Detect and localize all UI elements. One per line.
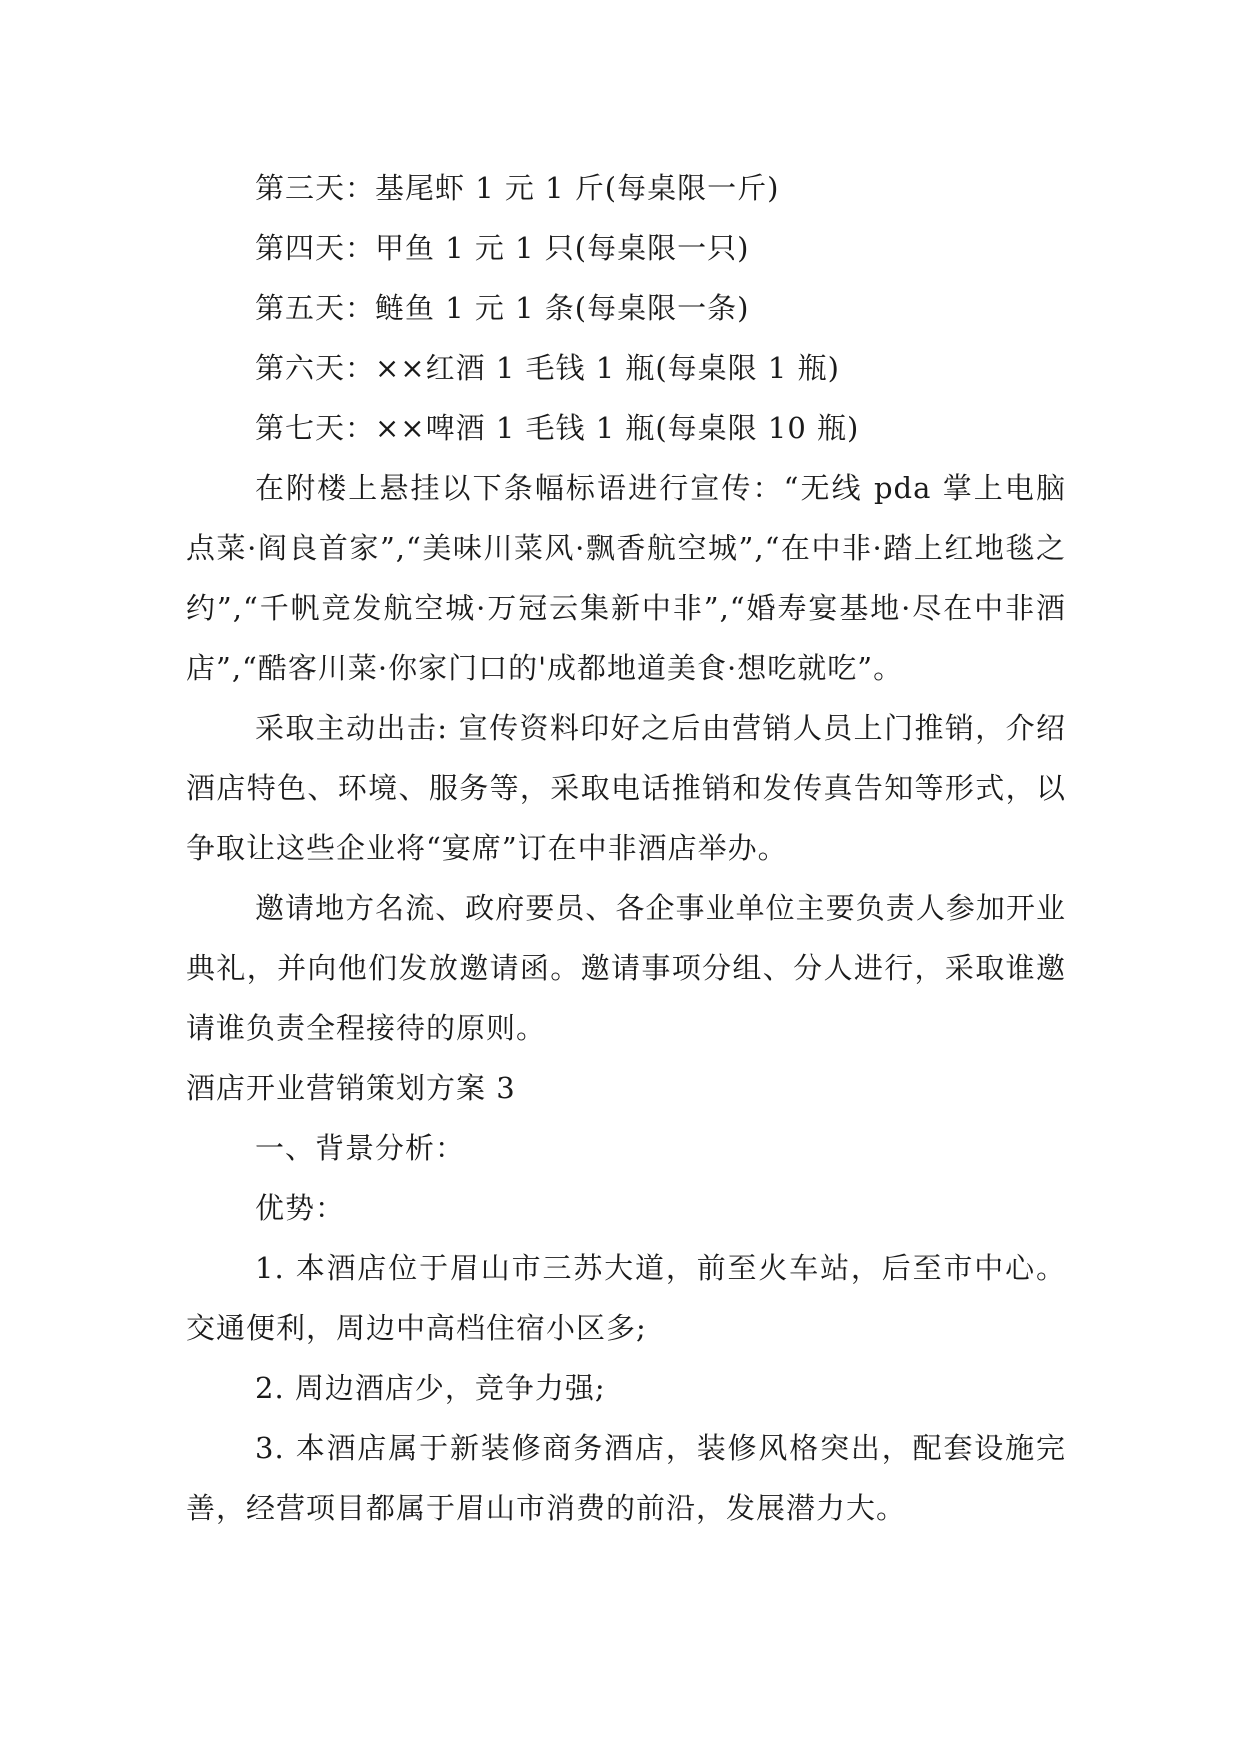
- paragraph-background-analysis: 一、背景分析：: [255, 1131, 466, 1165]
- document-body: [186, 158, 1066, 1538]
- paragraph-day-six: 第六天：××红酒 1 毛钱 1 瓶(每桌限 1 瓶): [255, 351, 840, 385]
- paragraph-day-four: 第四天：甲鱼 1 元 1 只(每桌限一只): [255, 231, 750, 265]
- paragraph-advantages: 优势：: [255, 1191, 346, 1225]
- paragraph-day-five: 第五天：鲢鱼 1 元 1 条(每桌限一条): [255, 291, 750, 325]
- paragraph-advantage-2: 2. 周边酒店少，竞争力强;: [255, 1371, 606, 1405]
- paragraph-invitations: 邀请地方名流、政府要员、各企事业单位主要负责人参加开业典礼，并向他们发放邀请函。邀请事项分组、分人进行，采取谁邀请谁负责全程接待的原则。: [186, 891, 1066, 1045]
- section-title: 酒店开业营销策划方案 3: [186, 1071, 516, 1105]
- paragraph-advantage-3: 3. 本酒店属于新装修商务酒店，装修风格突出，配套设施完善，经营项目都属于眉山市消费的前沿，发展潜力大。: [186, 1431, 1066, 1525]
- paragraph-day-seven: 第七天：××啤酒 1 毛钱 1 瓶(每桌限 10 瓶): [255, 411, 860, 445]
- paragraph-day-three: 第三天：基尾虾 1 元 1 斤(每桌限一斤): [255, 171, 780, 205]
- paragraph-banner-slogans: 在附楼上悬挂以下条幅标语进行宣传：“无线 pda 掌上电脑点菜·阎良首家”,“美味川菜风·飘香航空城”,“在中非·踏上红地毯之约”,“千帆竞发航空城·万冠云集新中非”,“婚寿宴基地·尽在中非酒店”,“酷客川菜·你家门口的'成都地道美食·想吃就吃”。: [186, 471, 1066, 685]
- paragraph-advantage-1: 1. 本酒店位于眉山市三苏大道，前至火车站，后至市中心。交通便利，周边中高档住宿小区多;: [186, 1251, 1066, 1345]
- paragraph-active-outreach: 采取主动出击: 宣传资料印好之后由营销人员上门推销，介绍酒店特色、环境、服务等，采取电话推销和发传真告知等形式，以争取让这些企业将“宴席”订在中非酒店举办。: [186, 711, 1066, 865]
